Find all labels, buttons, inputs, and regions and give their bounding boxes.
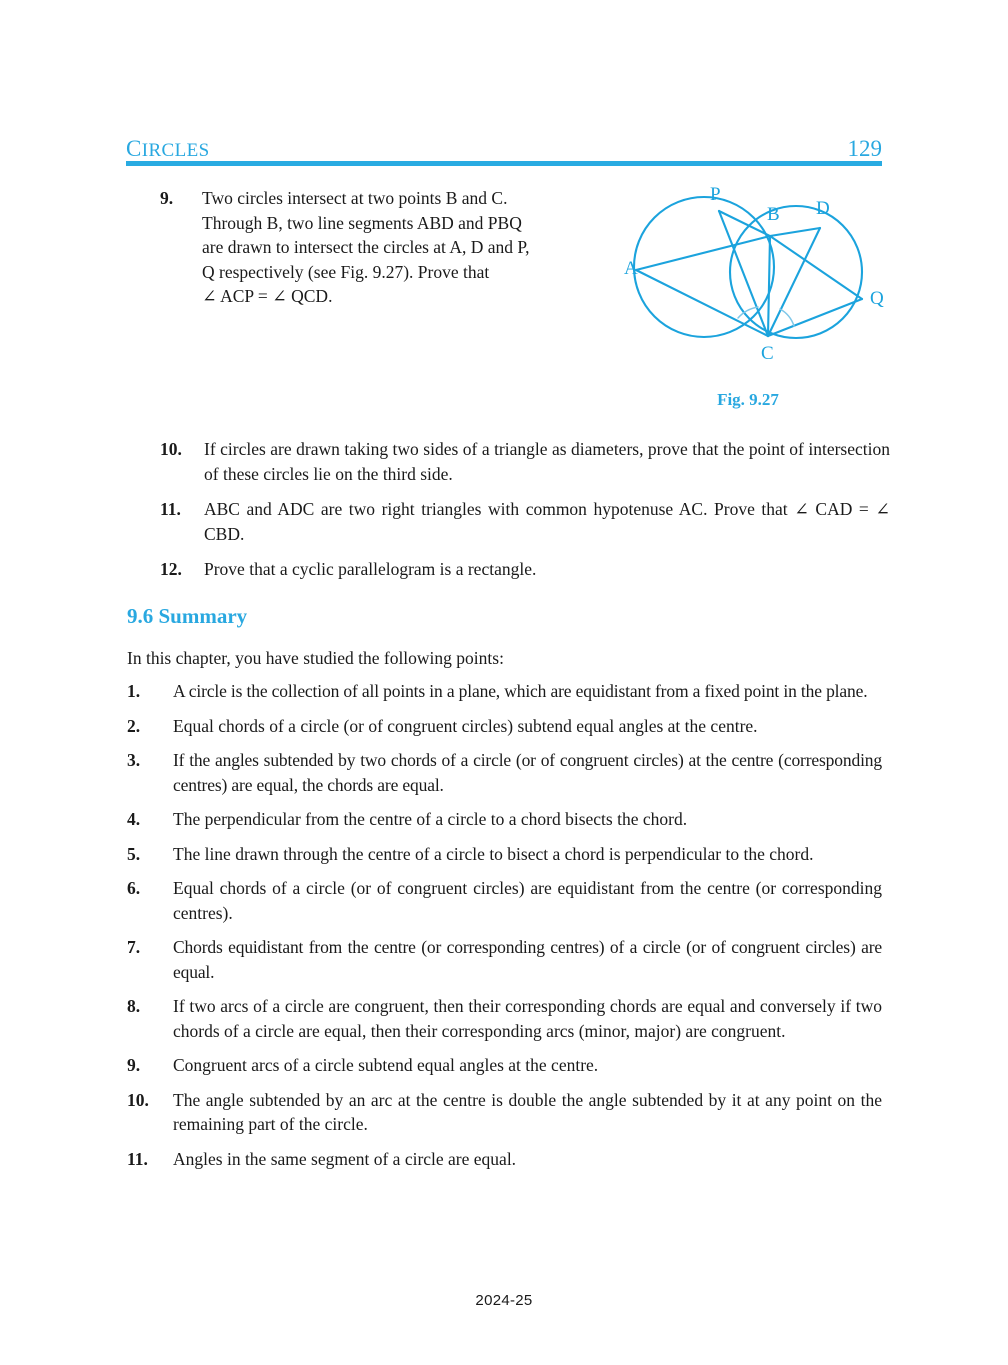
figure-label-A: A bbox=[624, 258, 638, 279]
question-9-line-4-text: Q respectively (see Fig. 9.27). Prove that bbox=[202, 261, 490, 282]
summary-point-5-text: The line drawn through the centre of a circle to bisect a chord is perpendicular to the chord. bbox=[173, 843, 814, 864]
exercise-items bbox=[160, 437, 890, 593]
question-9-line-4 bbox=[160, 260, 592, 285]
summary-point-7-number: 7. bbox=[127, 937, 141, 957]
summary-point-11-text: Angles in the same segment of a circle are equal. bbox=[173, 1148, 517, 1169]
summary-point-1-text: A circle is the collection of all points in a plane, which are equidistant from a fixed point in the plane. bbox=[173, 681, 868, 701]
chapter-title bbox=[126, 136, 210, 162]
left-circle bbox=[634, 197, 774, 337]
header-rule bbox=[126, 161, 882, 166]
exercise-item-10 bbox=[160, 437, 890, 486]
summary-point-2-number: 2. bbox=[127, 715, 141, 736]
question-9-line-5-text: ∠ ACP = ∠ QCD. bbox=[202, 286, 333, 307]
summary-point-3-text: If the angles subtended by two chords of a circle (or of congruent circles) at the centre (corresponding centres) are equal, the chords are equal. bbox=[173, 750, 882, 795]
summary-point-7-text: Chords equidistant from the centre (or corresponding centres) of a circle (or of congruent circles) are equal. bbox=[173, 937, 882, 982]
summary-point-11-number: 11. bbox=[127, 1148, 148, 1169]
summary-point-6-number: 6. bbox=[127, 878, 141, 898]
question-9-line-2 bbox=[160, 211, 592, 236]
summary-point-8-number: 8. bbox=[127, 996, 141, 1016]
segment-AC bbox=[636, 270, 768, 336]
page-number: 129 bbox=[847, 136, 882, 161]
summary-point-8-text: If two arcs of a circle are congruent, then their corresponding chords are equal and conversely if two chords of a circle are equal, then their corresponding arcs (minor, major) are congruent. bbox=[173, 996, 882, 1041]
summary-point-1 bbox=[127, 679, 882, 704]
figure-label-D: D bbox=[816, 198, 830, 219]
question-9-line-3-text: are drawn to intersect the circles at A, D and P, bbox=[202, 237, 530, 258]
exercise-item-10-text: If circles are drawn taking two sides of a triangle as diameters, prove that the point of intersection of these circles lie on the third side. bbox=[204, 439, 890, 484]
question-9-line-3 bbox=[160, 235, 592, 260]
exercise-item-12-number: 12. bbox=[160, 559, 182, 580]
exercise-item-11 bbox=[160, 497, 890, 546]
figure-9-27-svg bbox=[598, 178, 898, 368]
summary-point-8 bbox=[127, 994, 882, 1043]
summary-list bbox=[127, 679, 882, 1181]
summary-point-4-number: 4. bbox=[127, 809, 141, 829]
summary-point-3-number: 3. bbox=[127, 750, 141, 770]
chapter-title-initial: C bbox=[126, 136, 142, 161]
question-9-number: 9. bbox=[160, 188, 174, 208]
summary-heading: 9.6 Summary bbox=[127, 604, 248, 628]
summary-point-10-number: 10. bbox=[127, 1089, 149, 1110]
segment-PC bbox=[719, 211, 768, 336]
figure-caption: Fig. 9.27 bbox=[717, 390, 779, 409]
chapter-title-rest: IRCLES bbox=[141, 140, 210, 161]
figure-label-Q: Q bbox=[870, 288, 884, 309]
summary-point-5-number: 5. bbox=[127, 843, 141, 864]
page-footer: 2024-25 bbox=[475, 1292, 533, 1309]
summary-point-10-text: The angle subtended by an arc at the centre is double the angle subtended by it at any point on the remaining part of the circle. bbox=[173, 1089, 882, 1134]
exercise-item-11-text: ABC and ADC are two right triangles with common hypotenuse AC. Prove that ∠ CAD = ∠ CBD. bbox=[204, 499, 890, 544]
summary-point-2 bbox=[127, 714, 882, 739]
summary-point-9-number: 9. bbox=[127, 1055, 141, 1075]
question-9-line-5 bbox=[160, 284, 592, 309]
question-9-line-2-text: Through B, two line segments ABD and PBQ bbox=[202, 212, 522, 233]
segment-CD bbox=[768, 228, 820, 336]
summary-point-4 bbox=[127, 807, 882, 832]
figure-9-27 bbox=[598, 178, 898, 368]
summary-point-9 bbox=[127, 1053, 882, 1078]
summary-point-6 bbox=[127, 876, 882, 925]
exercise-item-11-number: 11. bbox=[160, 499, 181, 520]
figure-label-C: C bbox=[761, 343, 774, 364]
summary-point-11 bbox=[127, 1147, 882, 1172]
summary-point-4-text: The perpendicular from the centre of a circle to a chord bisects the chord. bbox=[173, 809, 688, 829]
summary-intro: In this chapter, you have studied the following points: bbox=[127, 648, 504, 668]
question-9-line-1-text: Two circles intersect at two points B and C. bbox=[202, 188, 508, 208]
summary-point-5 bbox=[127, 842, 882, 867]
exercise-item-12 bbox=[160, 557, 890, 582]
question-9-text bbox=[160, 186, 592, 309]
summary-point-2-text: Equal chords of a circle (or of congruent circles) subtend equal angles at the centre. bbox=[173, 715, 758, 736]
angle-QCD-mark bbox=[780, 309, 794, 326]
question-9-line-1 bbox=[160, 186, 592, 211]
summary-point-9-text: Congruent arcs of a circle subtend equal angles at the centre. bbox=[173, 1055, 599, 1075]
figure-label-P: P bbox=[710, 184, 721, 205]
page-header bbox=[126, 136, 882, 162]
exercise-item-12-text: Prove that a cyclic parallelogram is a rectangle. bbox=[204, 559, 537, 580]
figure-label-B: B bbox=[767, 204, 780, 225]
summary-point-3 bbox=[127, 748, 882, 797]
summary-point-1-number: 1. bbox=[127, 681, 141, 701]
summary-point-7 bbox=[127, 935, 882, 984]
exercise-item-10-number: 10. bbox=[160, 439, 182, 459]
summary-point-6-text: Equal chords of a circle (or of congruent circles) are equidistant from the centre (or corresponding centres). bbox=[173, 878, 882, 923]
summary-point-10 bbox=[127, 1088, 882, 1137]
segment-BC bbox=[768, 236, 770, 336]
